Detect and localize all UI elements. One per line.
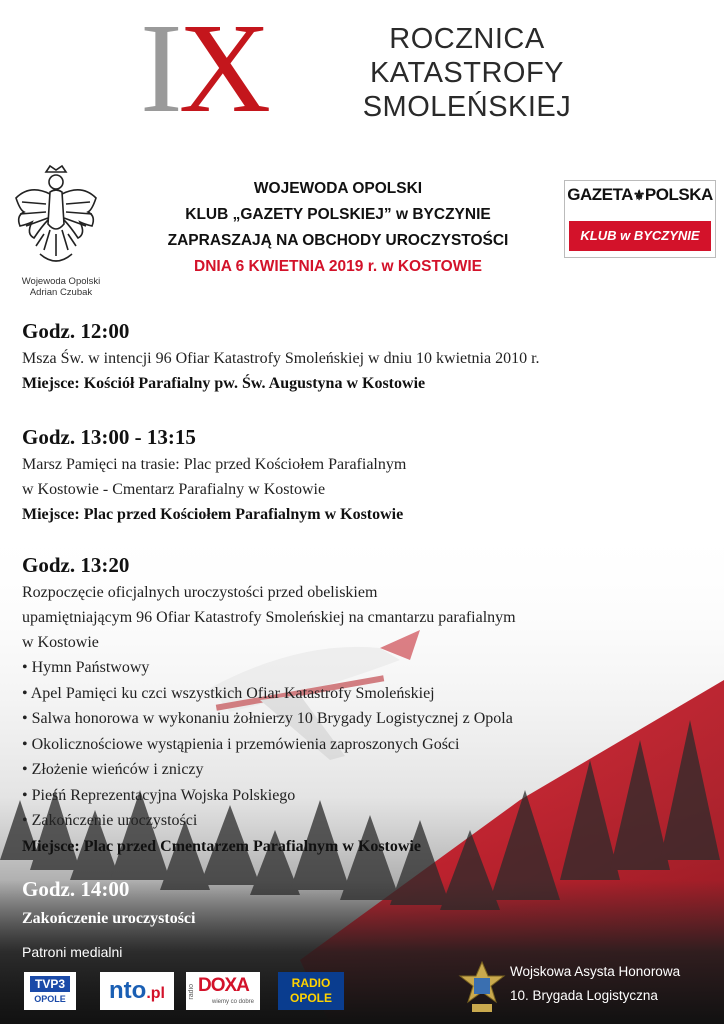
radio-opole-logo bbox=[278, 972, 344, 1010]
event-1200 bbox=[22, 318, 712, 396]
nto-logo bbox=[100, 972, 174, 1010]
list-item: • Zakończenie uroczystości bbox=[22, 808, 712, 834]
gazeta-polska-wordmark bbox=[565, 185, 715, 205]
honor-guard-text bbox=[510, 960, 680, 1008]
media-patrons-label: Patroni medialni bbox=[22, 944, 123, 960]
gazeta-word: GAZETA bbox=[567, 185, 633, 204]
invitation-date: DNIA 6 KWIETNIA 2019 r. w KOSTOWIE bbox=[194, 258, 482, 275]
event-1300 bbox=[22, 424, 712, 527]
honor-guard-emblem-icon bbox=[458, 960, 506, 1016]
event-description: Marsz Pamięci na trasie: Plac przed Kościołem Parafialnym bbox=[22, 456, 407, 473]
radio-doxa-logo bbox=[186, 972, 260, 1010]
club-label: KLUB w BYCZYNIE bbox=[569, 221, 711, 251]
event-description: Rozpoczęcie oficjalnych uroczystości przed obeliskiem bbox=[22, 584, 378, 601]
list-item: • Pieśń Reprezentacyjna Wojska Polskiego bbox=[22, 783, 712, 809]
event-place: Miejsce: Kościół Parafialny pw. Św. Augustyna w Kostowie bbox=[22, 375, 426, 392]
tvp3-sub: OPOLE bbox=[34, 994, 66, 1004]
anniversary-title bbox=[352, 22, 582, 124]
polish-eagle-icon bbox=[10, 164, 102, 276]
list-item: • Złożenie wieńców i zniczy bbox=[22, 757, 712, 783]
nto-suffix: .pl bbox=[146, 985, 165, 1002]
event-place: Zakończenie uroczystości bbox=[22, 910, 196, 927]
event-description: Msza Św. w intencji 96 Ofiar Katastrofy Smoleńskiej w dniu 10 kwietnia 2010 r. bbox=[22, 350, 540, 367]
eagle-caption bbox=[6, 276, 116, 298]
honor-guard-line-1: Wojskowa Asysta Honorowa bbox=[510, 964, 681, 979]
polska-word: POLSKA bbox=[644, 185, 713, 204]
title-line-3: SMOLEŃSKIEJ bbox=[362, 91, 572, 123]
event-1320 bbox=[22, 552, 712, 859]
event-place: Miejsce: Plac przed Cmentarzem Parafialnym w Kostowie bbox=[22, 837, 421, 855]
event-description: w Kostowie bbox=[22, 634, 99, 651]
honor-guard-line-2: 10. Brygada Logistyczna bbox=[510, 988, 658, 1003]
nto-wordmark: nto bbox=[109, 977, 147, 1004]
event-time: Godz. 13:20 bbox=[22, 553, 130, 577]
event-place: Miejsce: Plac przed Kościołem Parafialnym w Kostowie bbox=[22, 506, 404, 523]
event-time: Godz. 13:00 - 13:15 bbox=[22, 425, 196, 449]
gazeta-polska-logo bbox=[564, 180, 716, 258]
numeral-i: I bbox=[140, 0, 179, 139]
event-description: upamiętniającym 96 Ofiar Katastrofy Smoleńskiej na cmantarzu parafialnym bbox=[22, 609, 516, 626]
event-time: Godz. 12:00 bbox=[22, 319, 130, 343]
tvp3-mark: TVP3 bbox=[30, 976, 70, 992]
event-1400 bbox=[22, 876, 712, 931]
event-time: Godz. 14:00 bbox=[22, 877, 130, 901]
radio-opole-line-1: RADIO bbox=[291, 976, 331, 990]
roman-numeral-ix bbox=[140, 0, 268, 139]
eagle-caption-line-1: Wojewoda Opolski bbox=[21, 276, 101, 287]
small-eagle-icon: ⚜ bbox=[632, 187, 645, 203]
list-item: • Hymn Państwowy bbox=[22, 655, 712, 681]
numeral-x: X bbox=[178, 0, 268, 139]
invitation-block bbox=[118, 176, 558, 280]
list-item: • Salwa honorowa w wykonaniu żołnierzy 10 Brygady Logistycznej z Opola bbox=[22, 706, 712, 732]
eagle-caption-line-2: Adrian Czubak bbox=[29, 287, 93, 298]
doxa-wordmark: DOXA bbox=[198, 975, 249, 996]
list-item: • Apel Pamięci ku czci wszystkich Ofiar Katastrofy Smoleńskiej bbox=[22, 681, 712, 707]
doxa-prefix: radio bbox=[188, 984, 195, 1000]
title-line-1: ROCZNICA bbox=[389, 23, 545, 55]
doxa-tagline: wiemy co dobre bbox=[212, 999, 255, 1005]
tvp3-opole-logo bbox=[24, 972, 76, 1010]
program-list bbox=[22, 655, 712, 834]
invitation-line-1: WOJEWODA OPOLSKI bbox=[253, 180, 423, 197]
title-line-2: KATASTROFY bbox=[369, 57, 565, 89]
invitation-line-2: KLUB „GAZETY POLSKIEJ” w BYCZYNIE bbox=[185, 206, 491, 223]
list-item: • Okolicznościowe wystąpienia i przemówienia zaproszonych Gości bbox=[22, 732, 712, 758]
invitation-line-3: ZAPRASZAJĄ NA OBCHODY UROCZYSTOŚCI bbox=[167, 232, 509, 249]
event-description: w Kostowie - Cmentarz Parafialny w Kostowie bbox=[22, 481, 326, 498]
radio-opole-line-2: OPOLE bbox=[289, 991, 332, 1005]
